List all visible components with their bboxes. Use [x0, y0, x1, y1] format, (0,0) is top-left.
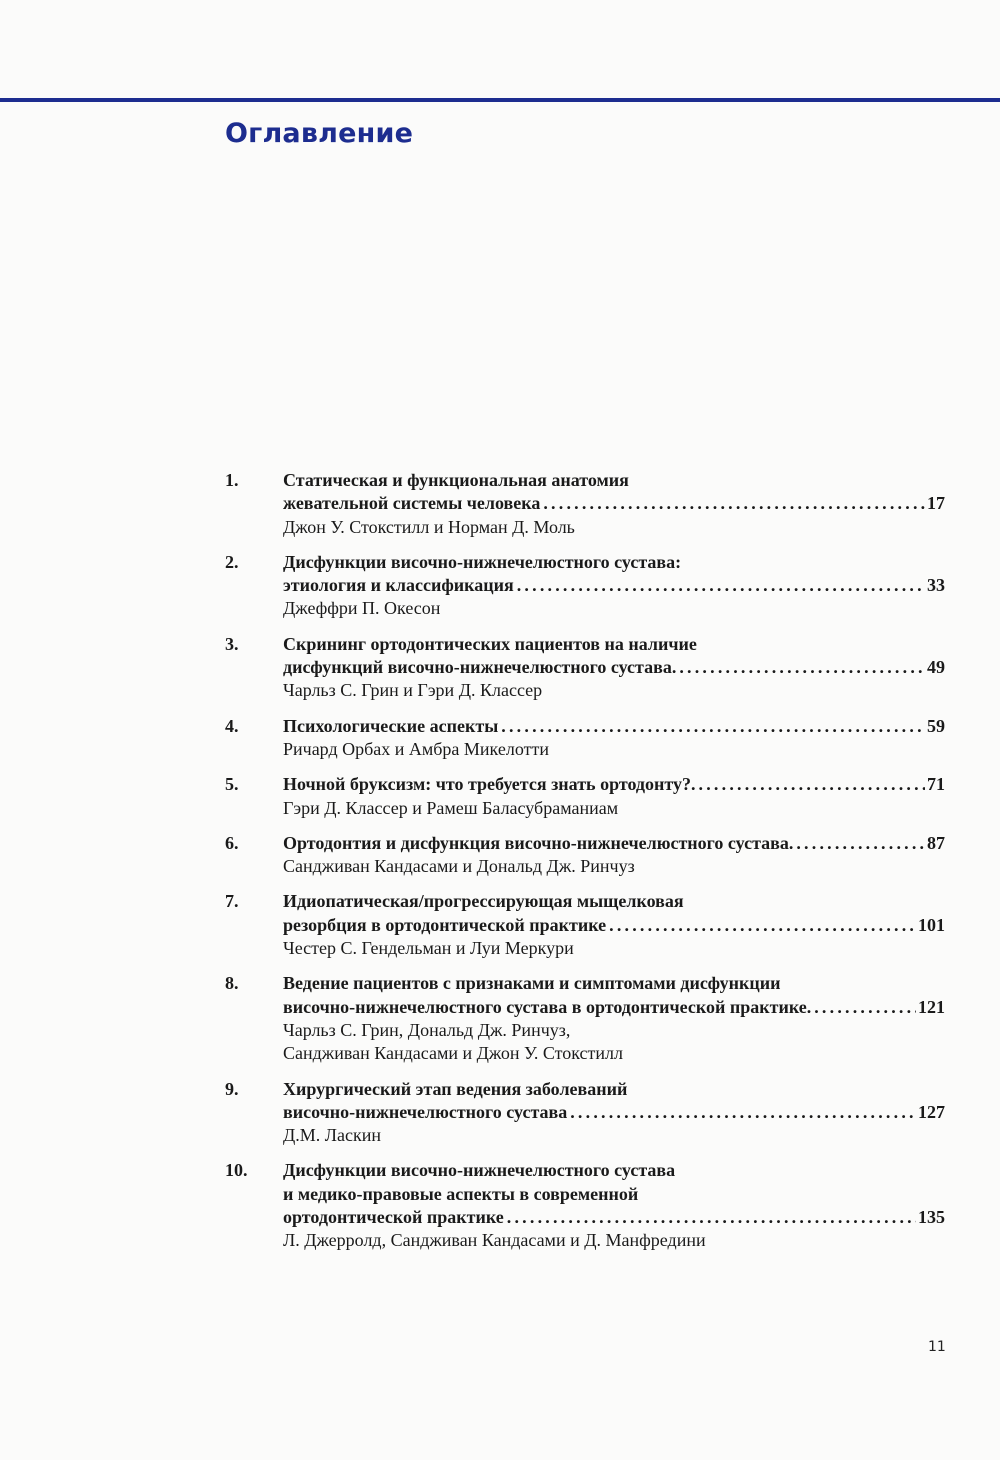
entry-title-line: Хирургический этап ведения заболеваний: [283, 1078, 628, 1099]
entry-page-number: 71: [927, 774, 945, 795]
entry-title-line: Психологические аспекты: [283, 715, 499, 736]
entry-page-number: 135: [918, 1207, 945, 1228]
entry-page-number: 121: [918, 996, 945, 1017]
entry-body: [283, 832, 945, 879]
dot-leader: [517, 574, 925, 597]
entry-title-line: Статическая и функциональная анатомия: [283, 470, 629, 490]
dot-leader: [609, 914, 916, 937]
entry-title-line: Ортодонтия и дисфункция височно-нижнечелюстного сустава.: [283, 832, 794, 853]
entry-body: [283, 773, 945, 820]
entry-body: [283, 633, 945, 703]
entry-number: 5.: [225, 774, 239, 795]
entry-page-number: 87: [927, 832, 945, 853]
entry-title-last-line: [283, 574, 945, 597]
entry-authors: Д.М. Ласкин: [283, 1125, 381, 1146]
entry-authors: Джеффри П. Окесон: [283, 598, 441, 619]
dot-leader: [543, 492, 925, 515]
dot-leader: [699, 773, 925, 796]
toc-entry[interactable]: [225, 715, 945, 762]
entry-title-line: ортодонтической практике: [283, 1207, 504, 1228]
entry-title-line: Скрининг ортодонтических пациентов на наличие: [283, 633, 697, 654]
entry-page-number: 33: [927, 575, 945, 596]
entry-title-last-line: [283, 1101, 945, 1124]
entry-title-line: Ночной бруксизм: что требуется знать ортодонту?.: [283, 774, 696, 795]
entry-authors: Л. Джерролд, Сандживан Кандасами и Д. Манфредини: [283, 1230, 706, 1251]
page-number: 11: [928, 1339, 946, 1355]
entry-title-last-line: [283, 715, 945, 738]
entry-body: [283, 469, 945, 539]
entry-authors: Чарльз С. Грин и Гэри Д. Классер: [283, 680, 543, 701]
entry-number: 9.: [225, 1078, 239, 1099]
entry-title-line: Дисфункции височно-нижнечелюстного сустава: [283, 1160, 676, 1181]
entry-number: 1.: [225, 470, 239, 490]
entry-body: [283, 1159, 945, 1252]
entry-number: 2.: [225, 551, 239, 572]
toc-entry[interactable]: [225, 890, 945, 960]
entry-title-line: височно-нижнечелюстного сустава: [283, 1101, 568, 1122]
toc-entry[interactable]: [225, 972, 945, 1065]
entry-page-number: 101: [918, 914, 945, 935]
entry-authors: Сандживан Кандасами и Дональд Дж. Ринчуз: [283, 856, 635, 877]
entry-body: [283, 972, 945, 1065]
entry-authors: Джон У. Стокстилл и Норман Д. Моль: [283, 516, 575, 537]
entry-page-number: 127: [918, 1101, 945, 1122]
dot-leader: [501, 715, 925, 738]
entry-number: 7.: [225, 891, 239, 912]
toc-entry[interactable]: [225, 1078, 945, 1148]
entry-authors: Чарльз С. Грин, Дональд Дж. Ринчуз,: [283, 1019, 571, 1040]
entry-body: [283, 715, 945, 762]
entry-body: [283, 551, 945, 621]
dot-leader: [796, 832, 925, 855]
dot-leader: [570, 1101, 916, 1124]
entry-title-last-line: [283, 914, 945, 937]
entry-title-last-line: [283, 996, 945, 1019]
entry-title-line: Ведение пациентов с признаками и симптомами дисфункции: [283, 973, 781, 994]
entry-title-last-line: [283, 773, 945, 796]
toc-entry[interactable]: [225, 773, 945, 820]
entry-title-line: дисфункций височно-нижнечелюстного сустава.: [283, 657, 677, 678]
entry-number: 10.: [225, 1160, 248, 1181]
entry-title-last-line: [283, 832, 945, 855]
entry-number: 6.: [225, 832, 239, 853]
entry-authors: Гэри Д. Классер и Рамеш Баласубраманиам: [283, 797, 619, 818]
toc-entry[interactable]: [225, 633, 945, 703]
entry-title-line: Дисфункции височно-нижнечелюстного сустава:: [283, 551, 682, 572]
entry-title-line: резорбция в ортодонтической практике: [283, 914, 607, 935]
entry-title-line: височно-нижнечелюстного сустава в ортодонтической практике.: [283, 996, 812, 1017]
header-rule: [0, 98, 1000, 102]
entry-number: 8.: [225, 973, 239, 994]
toc-entry[interactable]: [225, 551, 945, 621]
toc-entry[interactable]: [225, 832, 945, 879]
entry-authors: Сандживан Кандасами и Джон У. Стокстилл: [283, 1043, 623, 1064]
entry-number: 3.: [225, 633, 239, 654]
dot-leader: [814, 996, 916, 1019]
entry-body: [283, 1078, 945, 1148]
entry-page-number: 59: [927, 715, 945, 736]
entry-title-line: жевательной системы человека: [283, 493, 541, 514]
entry-page-number: 17: [927, 493, 945, 514]
entry-title-line: и медико-правовые аспекты в современной: [283, 1183, 639, 1204]
entry-body: [283, 890, 945, 960]
toc-entry[interactable]: [225, 1159, 945, 1252]
toc-entry[interactable]: [225, 469, 945, 539]
dot-leader: [507, 1206, 916, 1229]
table-of-contents: [225, 469, 945, 1265]
dot-leader: [679, 656, 925, 679]
entry-page-number: 49: [927, 657, 945, 678]
page-title: Оглавление: [225, 118, 414, 149]
entry-number: 4.: [225, 715, 239, 736]
entry-title-last-line: [283, 656, 945, 679]
entry-authors: Ричард Орбах и Амбра Микелотти: [283, 738, 549, 759]
entry-authors: Честер С. Гендельман и Луи Меркури: [283, 938, 574, 959]
entry-title-line: этиология и классификация: [283, 575, 514, 596]
entry-title-line: Идиопатическая/прогрессирующая мыщелковая: [283, 891, 684, 912]
entry-title-last-line: [283, 492, 945, 515]
entry-title-last-line: [283, 1206, 945, 1229]
